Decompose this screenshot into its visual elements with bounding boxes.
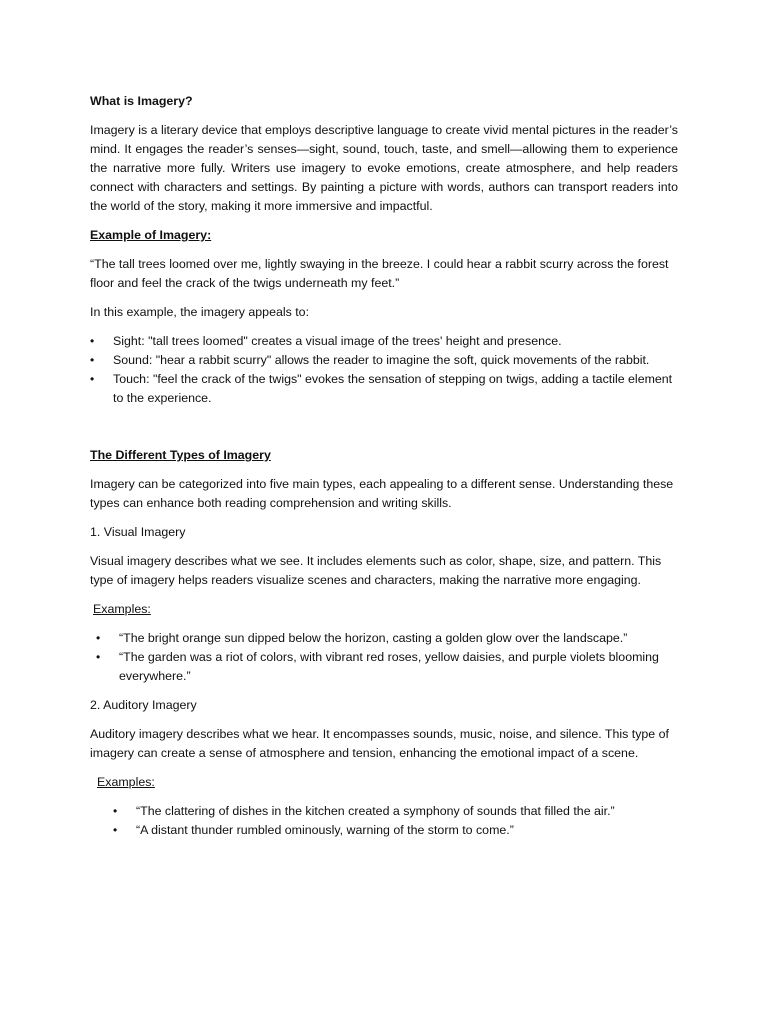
- list-item-text: “A distant thunder rumbled ominously, warning of the storm to come.”: [136, 823, 514, 837]
- visual-examples-label: Examples:: [93, 602, 151, 616]
- bullet-icon: •: [90, 353, 95, 367]
- example-lead: In this example, the imagery appeals to:: [90, 305, 310, 319]
- document-page: [90, 92, 678, 850]
- section-title-types: The Different Types of Imagery: [90, 448, 271, 462]
- list-item: [90, 629, 678, 648]
- list-item-text: “The garden was a riot of colors, with vibrant red roses, yellow daisies, and purple violets blooming everywhere.”: [119, 650, 659, 683]
- list-item: [90, 802, 678, 821]
- section-title-example: Example of Imagery:: [90, 228, 212, 242]
- senses-list: [90, 332, 678, 408]
- visual-imagery-heading: 1. Visual Imagery: [90, 525, 186, 539]
- section-title-what-is-imagery: What is Imagery?: [90, 94, 193, 108]
- list-item-text: “The bright orange sun dipped below the horizon, casting a golden glow over the landscape.”: [119, 631, 628, 645]
- visual-examples-list: [90, 629, 678, 686]
- bullet-icon: •: [90, 372, 95, 386]
- list-item-text: Sound: "hear a rabbit scurry" allows the reader to imagine the soft, quick movements of the rabbit.: [113, 353, 650, 367]
- list-item: [90, 351, 678, 370]
- visual-imagery-paragraph: Visual imagery describes what we see. It includes elements such as color, shape, size, and pattern. This type of imagery helps readers visualize scenes and characters, making the narrative more engaging.: [90, 554, 662, 587]
- bullet-icon: •: [96, 631, 101, 645]
- auditory-examples-label: Examples:: [97, 775, 155, 789]
- intro-paragraph: Imagery is a literary device that employs descriptive language to create vivid mental pictures in the reader’s mind. It engages the reader’s senses—sight, sound, touch, taste, and smell—allowing them to experience the narrative more fully. Writers use imagery to evoke emotions, create atmosphere, and help readers connect with characters and settings. By painting a picture with words, authors can transport readers into the world of the story, making it more immersive and impactful.: [90, 123, 678, 213]
- list-item-text: “The clattering of dishes in the kitchen created a symphony of sounds that filled the air.”: [136, 804, 615, 818]
- example-quote: “The tall trees loomed over me, lightly swaying in the breeze. I could hear a rabbit scurry across the forest floor and feel the crack of the twigs underneath my feet.”: [90, 257, 669, 290]
- auditory-imagery-heading: 2. Auditory Imagery: [90, 698, 197, 712]
- list-item: [90, 648, 678, 686]
- types-intro-paragraph: Imagery can be categorized into five main types, each appealing to a different sense. Understanding these types can enhance both reading comprehension and writing skills.: [90, 477, 674, 510]
- auditory-examples-list: [90, 802, 678, 840]
- section-spacer: [90, 418, 678, 446]
- list-item: [90, 370, 678, 408]
- bullet-icon: •: [113, 804, 118, 818]
- auditory-imagery-paragraph: Auditory imagery describes what we hear. It encompasses sounds, music, noise, and silence. This type of imagery can create a sense of atmosphere and tension, enhancing the emotional impact of a scene.: [90, 727, 669, 760]
- list-item: [90, 821, 678, 840]
- list-item-text: Sight: "tall trees loomed" creates a visual image of the trees' height and presence.: [113, 334, 562, 348]
- list-item: [90, 332, 678, 351]
- bullet-icon: •: [90, 334, 95, 348]
- bullet-icon: •: [96, 650, 101, 664]
- list-item-text: Touch: "feel the crack of the twigs" evokes the sensation of stepping on twigs, adding a tactile element to the experience.: [113, 372, 673, 405]
- bullet-icon: •: [113, 823, 118, 837]
